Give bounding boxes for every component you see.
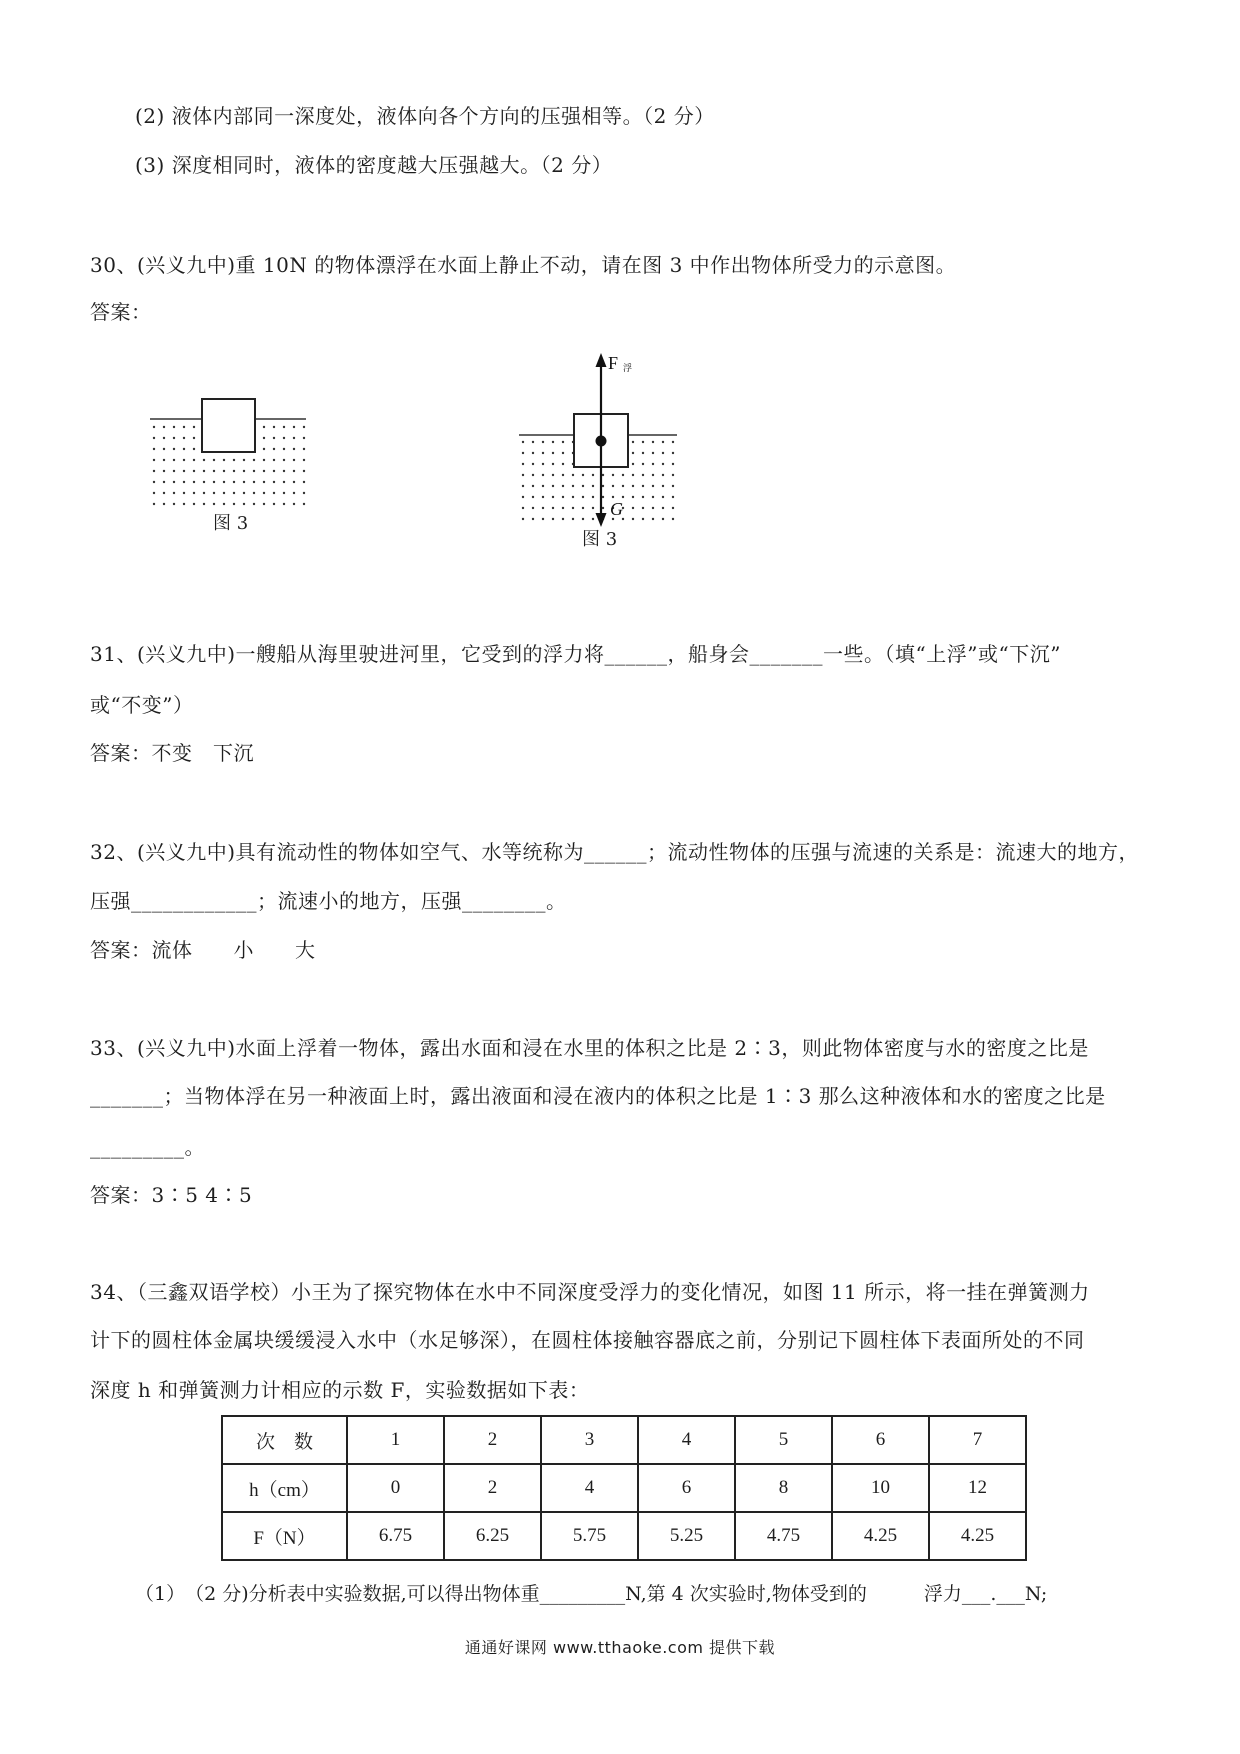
q33-question-line-3: _________。: [90, 1135, 205, 1159]
q31-answer: 答案：不变 下沉: [90, 741, 254, 765]
table-cell: 6: [832, 1416, 929, 1464]
q30-question: 30、(兴义九中)重 10N 的物体漂浮在水面上静止不动，请在图 3 中作出物体所受力的示意图。: [90, 253, 957, 277]
table-cell: 4.25: [832, 1512, 929, 1560]
buoyant-force-subscript: 浮: [623, 364, 633, 374]
q29-answer-3: (3) 深度相同时，液体的密度越大压强越大。（2 分）: [135, 153, 613, 177]
gravity-label: G: [610, 499, 623, 519]
table-cell: 4.75: [735, 1512, 832, 1560]
table-cell: 4: [541, 1464, 638, 1512]
table-row-force: [222, 1512, 1026, 1560]
floating-block: [202, 399, 255, 452]
floating-object-figure: [145, 390, 315, 515]
q32-question-line-2: 压强____________；流速小的地方，压强________。: [90, 889, 567, 913]
q33-question-line-2: _______；当物体浮在另一种液面上时，露出液面和浸在液内的体积之比是 1∶3 那么这种液体和水的密度之比是: [90, 1084, 1106, 1108]
table-cell: 4: [638, 1416, 735, 1464]
table-cell: 6: [638, 1464, 735, 1512]
table-cell: 12: [929, 1464, 1026, 1512]
q34-question-line-1: 34、（三鑫双语学校）小王为了探究物体在水中不同深度受浮力的变化情况，如图 11 所示，将一挂在弹簧测力: [90, 1280, 1090, 1304]
table-cell: 6.25: [444, 1512, 541, 1560]
q30-answer-label: 答案：: [90, 300, 152, 324]
table-cell: 5.75: [541, 1512, 638, 1560]
table-cell: 4.25: [929, 1512, 1026, 1560]
q33-answer: 答案：3∶5 4∶5: [90, 1183, 253, 1207]
table-row-depth: [222, 1464, 1026, 1512]
table-cell: 0: [347, 1464, 444, 1512]
center-of-mass-point: [596, 436, 607, 447]
table-row-trial: [222, 1416, 1026, 1464]
buoyant-force-arrowhead: [596, 353, 607, 367]
q31-question-line-1: 31、(兴义九中)一艘船从海里驶进河里，它受到的浮力将______，船身会_______一些。（填“上浮”或“下沉”: [90, 642, 1061, 666]
table-cell: 6.75: [347, 1512, 444, 1560]
q34-question-line-2: 计下的圆柱体金属块缓缓浸入水中（水足够深），在圆柱体接触容器底之前，分别记下圆柱体下表面所处的不同: [90, 1328, 1085, 1352]
table-cell: 5.25: [638, 1512, 735, 1560]
q33-question-line-1: 33、(兴义九中)水面上浮着一物体，露出水面和浸在水里的体积之比是 2∶3，则此物体密度与水的密度之比是: [90, 1036, 1089, 1060]
table-cell: 2: [444, 1416, 541, 1464]
figure-left-caption: 图 3: [213, 513, 249, 534]
table-header-cell: 次 数: [222, 1416, 347, 1464]
q34-subquestion-1: （1） （2 分)分析表中实验数据,可以得出物体重_________N,第 4 次实验时,物体受到的 浮力___.___N;: [135, 1583, 1048, 1605]
q32-answer: 答案：流体 小 大: [90, 938, 316, 962]
figure-right-caption: 图 3: [582, 529, 618, 550]
table-cell: 7: [929, 1416, 1026, 1464]
table-cell: 1: [347, 1416, 444, 1464]
q29-answer-2: (2) 液体内部同一深度处，液体向各个方向的压强相等。（2 分）: [135, 104, 715, 128]
table-cell: 3: [541, 1416, 638, 1464]
experiment-data-table: [221, 1415, 1027, 1561]
page-footer: 通通好课网 www.tthaoke.com 提供下载: [464, 1638, 776, 1657]
table-header-cell: F（N）: [222, 1512, 347, 1560]
force-diagram-figure: [510, 350, 690, 532]
table-cell: 10: [832, 1464, 929, 1512]
buoyant-force-label: F: [608, 353, 619, 373]
table-header-cell: h（cm）: [222, 1464, 347, 1512]
q31-question-line-2: 或“不变”）: [90, 693, 194, 717]
table-cell: 5: [735, 1416, 832, 1464]
q34-question-line-3: 深度 h 和弹簧测力计相应的示数 F，实验数据如下表：: [90, 1378, 590, 1402]
q32-question-line-1: 32、(兴义九中)具有流动性的物体如空气、水等统称为______；流动性物体的压强与流速的关系是：流速大的地方，: [90, 840, 1140, 864]
table-cell: 8: [735, 1464, 832, 1512]
table-cell: 2: [444, 1464, 541, 1512]
